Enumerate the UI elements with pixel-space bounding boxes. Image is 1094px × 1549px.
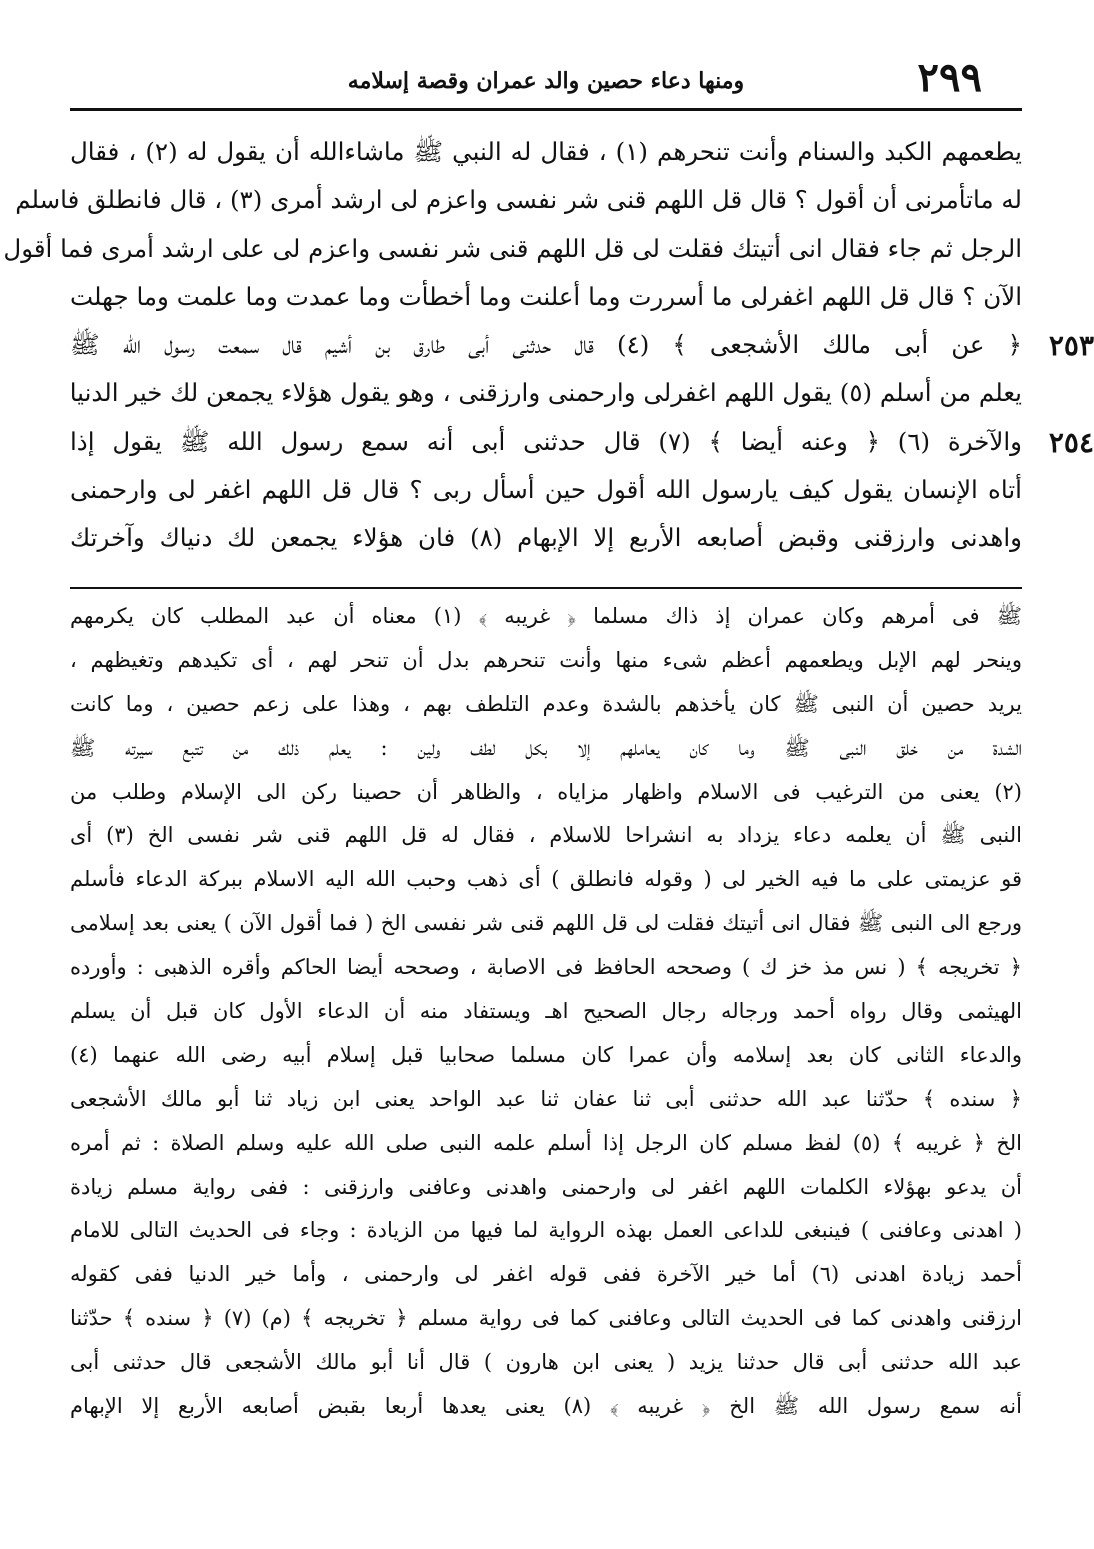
text-line: يعلم من أسلم (٥) يقول اللهم اغفرلى وارحمنى وارزقنى ، وهو يقول هؤلاء يجمعن لك خير الدنيا — [69, 378, 1022, 408]
footnote-line: قو عزيمتى على ما فيه الخير لى ( وقوله فانطلق ) أى ذهب وحبب الله اليه الاسلام ببركة الدعاء فأسلم — [70, 867, 1022, 892]
footnote-separator — [70, 587, 1022, 589]
footnotes — [70, 595, 1022, 1429]
footnote-line: (٢) يعنى من الترغيب فى الاسلام واظهار مزاياه ، والظاهر أن حصينا ركن الى الإسلام وطلب من — [70, 779, 1022, 804]
footnote-line: ﴿ تخريجه ﴾ ( نس مذ خز ك ) وصححه الحافظ فى الاصابة ، وصححه أيضا الحاكم وأقره الذهبى : وأورده — [70, 955, 1022, 980]
footnote-line: الشدة من خلق النبى ﷺ وما كان يعاملهم إلا بكل لطف ولين : يعلم ذلك من تتبع سيرته ﷺ — [70, 735, 1022, 760]
text-line: والآخرة (٦) ﴿ وعنه أيضا ﴾ (٧) قال حدثنى أبى أنه سمع رسول الله ﷺ يقول إذا — [70, 426, 1022, 456]
text-line: أتاه الإنسان يقول كيف يارسول الله أقول حين أسأل ربى ؟ قال قل اللهم اغفر لى وارحمنى — [70, 475, 1022, 505]
footnote-line: أحمد زيادة اهدنى (٦) أما خير الآخرة ففى قوله اغفر لى وارحمنى ، وأما خير الدنيا ففى كقوله — [70, 1262, 1022, 1287]
footnote-line: ارزقنى واهدنى كما فى الحديث التالى وعافنى كما فى رواية مسلم ﴿ تخريجه ﴾ (م) (٧) ﴿ سنده ﴾ حدّثنا — [70, 1306, 1022, 1331]
footnote-line: النبى ﷺ أن يعلمه دعاء يزداد به انشراحا للاسلام ، فقال له قل اللهم قنى شر نفسى الخ (٣) أى — [70, 823, 1022, 848]
footnote-line: وينحر لهم الإبل ويطعمهم أعظم شىء منها وأنت تنحرهم بدل أن تنحر لهم ، أى تكيدهم وتغيظهم ، — [70, 647, 1022, 672]
footnote-line: ﴿ سنده ﴾ حدّثنا عبد الله حدثنى أبى ثنا عفان ثنا عبد الواحد يعنى ابن زياد ثنا أبو مالك الأشجعى — [70, 1086, 1022, 1111]
text-line: له ماتأمرنى أن أقول ؟ قال قل اللهم قنى شر نفسى واعزم لى ارشد أمرى (٣) ، قال فانطلق فاسلم — [15, 185, 1022, 215]
footnote-line: الهيثمى وقال رواه أحمد ورجاله رجال الصحيح اهـ ويستفاد منه أن الدعاء الأول كان قبل أن يسلم — [70, 999, 1022, 1024]
page-header — [70, 50, 1022, 111]
footnote-line: ( اهدنى وعافنى ) فينبغى للداعى العمل بهذه الرواية لما فيها من الزيادة : وجاء فى الحديث التالى للامام — [70, 1218, 1022, 1243]
footnote-line: يريد حصين أن النبى ﷺ كان يأخذهم بالشدة وعدم التلطف بهم ، وهذا على زعم حصين ، وما كانت — [70, 691, 1022, 716]
text-line: الآن ؟ قال قل اللهم اغفرلى ما أسررت وما أعلنت وما أخطأت وما عمدت وما علمت وما جهلت — [70, 281, 1022, 311]
footnote-line: عبد الله حدثنى أبى قال حدثنا يزيد ( يعنى ابن هارون ) قال أنا أبو مالك الأشجعى قال حدثنى أبى — [70, 1350, 1022, 1375]
text-line: الرجل ثم جاء فقال انى أتيتك فقلت لى قل اللهم قنى شر نفسى واعزم لى على ارشد أمرى فما أقول — [3, 233, 1022, 263]
footnote-line: أنه سمع رسول الله ﷺ الخ ﴿ غريبه ﴾ (٨) يعنى يعدها أربعا بقبض أصابعه الأربع إلا الإبهام — [70, 1394, 1022, 1419]
text-line: يطعمهم الكبد والسنام وأنت تنحرهم (١) ، فقال له النبي ﷺ ماشاءالله أن يقول له (٢) ، فقال — [70, 137, 1022, 166]
page-number: ٢٩٩ — [917, 54, 982, 101]
footnote-line: أن يدعو بهؤلاء الكلمات اللهم اغفر لى وارحمنى واهدنى وعافنى وارزقنى : ففى رواية مسلم زيادة — [70, 1174, 1022, 1199]
main-text — [3, 128, 1022, 563]
footnote-line: ورجع الى النبى ﷺ فقال انى أتيتك فقلت لى قل اللهم قنى شر نفسى الخ ( فما أقول الآن ) يعنى بعد إسلامى — [70, 911, 1022, 936]
footnote-line: الخ ﴿ غريبه ﴾ (٥) لفظ مسلم كان الرجل إذا أسلم علمه النبى صلى الله عليه وسلم الصلاة : ثم أمره — [70, 1130, 1023, 1155]
hadith-number: ٢٥٤ — [1048, 425, 1094, 459]
footnote-line: ﷺ فى أمرهم وكان عمران إذ ذاك مسلما ﴿ غريبه ﴾ (١) معناه أن عبد المطلب كان يكرمهم — [70, 604, 1023, 628]
footnote-line: والدعاء الثانى كان بعد إسلامه وأن عمرا كان مسلما صحابيا قبل إسلام أبيه رضى الله عنهما (٤) — [70, 1042, 1022, 1067]
running-head: ومنها دعاء حصين والد عمران وقصة إسلامه — [347, 68, 745, 94]
text-line: ﴿ عن أبى مالك الأشجعى ﴾ (٤) قال حدثنى أبى طارق بن أشيم قال سمعت رسول الله ﷺ — [70, 330, 1022, 360]
text-line: واهدنى وارزقنى وقبض أصابعه الأربع إلا الإبهام (٨) فان هؤلاء يجمعن لك دنياك وآخرتك — [70, 523, 1022, 553]
hadith-number: ٢٥٣ — [1048, 329, 1094, 363]
